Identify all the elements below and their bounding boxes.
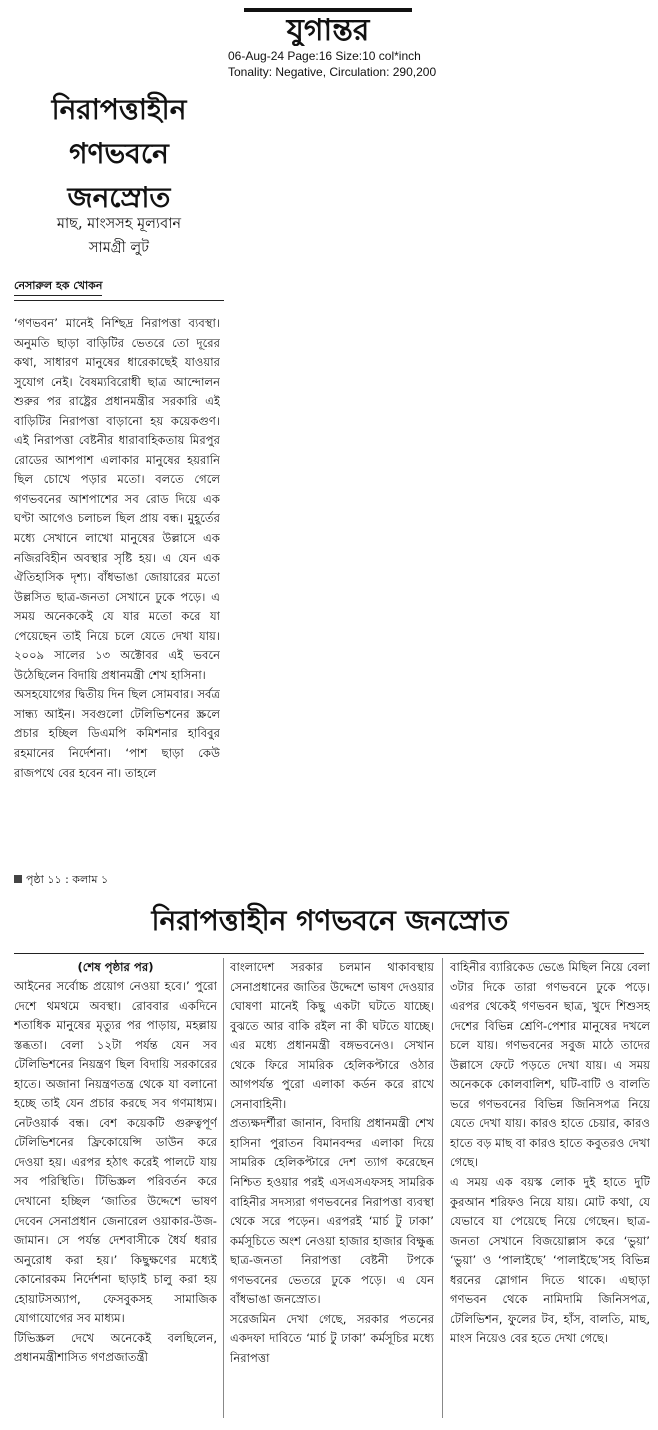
- masthead-logo-art: [240, 0, 416, 46]
- article-column-2: আইনের সর্বোচ্চ প্রয়োগ নেওয়া হবে।’ পুরো দেশে থমথমে অবস্থা। রোববার একদিনে শতাধিক মানুষের মৃত্যুর পর পাড়ায়, মহল্লায় স্তব্ধতা। বেলা ১২টা পর্যন্ত যেন সব টেলিভিশনের নিয়ন্ত্রণ ছিল বিদায়ি সরকারের হাতে। অজানা নিয়ন্ত্রণতন্ত্র থেকে যা বলানো হচ্ছে তাই যেন প্রচার করছে সব গণমাধ্যম। নেটওয়ার্ক বন্ধ। বেশ কয়েকটি গুরুত্বপূর্ণ টেলিভিশনের ফ্রিকোয়েন্সি ডাউন করে দেওয়া হয়। এরপর হঠাৎ করেই পালটে যায় সব পরিস্থিতি। টিভিস্ক্রল পরিবর্তন করে দেখানো হচ্ছিল ‘জাতির উদ্দেশে ভাষণ দেবেন সেনাপ্রধান জেনারেল ওয়াকার-উজ-জামান। সে পর্যন্ত দেশবাসীকে ধৈর্য ধরার অনুরোধ করা হয়।’ কিছুক্ষণের মধ্যেই কোনোরকম নির্দেশনা ছাড়াই চালু করা হয় হোয়াটসঅ্যাপ, ফেসবুকসহ সামাজিক যোগাযোগের সব মাধ্যম। টিভিস্ক্রল দেখে অনেকেই বলছিলেন, প্রধানমন্ত্রীশাসিত গণপ্রজাতন্ত্রী: [14, 979, 217, 1365]
- byline-divider: [14, 300, 224, 301]
- masthead-logo-text: যুগান্তর: [286, 13, 370, 46]
- subheadline: [14, 212, 224, 260]
- article-column-4: বাহিনীর ব্যারিকেড ভেঙে মিছিল নিয়ে বেলা ৩টার দিকে তারা গণভবনে ঢুকে পড়ে। এরপর থেকেই গণভবন ছাত্র, খুদে শিশুসহ দেশের বিভিন্ন শ্রেণি-পেশার মানুষের দখলে চলে যায়। গণভবনের সবুজ মাঠে তাদের উল্লাসে ফেটে পড়তে দেখা যায়। এ সময় অনেককে কোলবালিশ, ঘটি-বাটি ও বালতি ভরে গণভবনের বিভিন্ন জিনিসপত্র নিয়ে যেতে দেখা যায়। কারও হাতে চেয়ার, কারও হাতে বড় মাছ বা কারও হাতে কবুতরও দেখা গেছে। এ সময় এক বয়স্ক লোক দুই হাতে দুটি কুরআন শরিফও নিয়ে যায়। মোট কথা, যে যেভাবে যা পেয়েছে নিয়ে গেছেন। ছাত্র-জনতা সেখানে বিজয়োল্লাস করে ‘ভুয়া’ ‘ভুয়া’ ও ‘পালাইছে’ ‘পালাইছে’সহ বিভিন্ন ধরনের স্লোগান দিতে থাকে। এছাড়া গণভবন থেকে নামিদামি জিনিসপত্র, টেলিভিশন, ফুলের টব, হাঁস, বালতি, মাছ, মাংস নিয়েও বের হতে দেখা গেছে।: [450, 960, 650, 1346]
- article-column-3: বাংলাদেশ সরকার চলমান থাকাবস্থায় সেনাপ্রধানের জাতির উদ্দেশে ভাষণ দেওয়ার ঘোষণা মানেই কিছু একটা ঘটতে যাচ্ছে। বুঝতে আর বাকি রইল না কী ঘটতে যাচ্ছে। এর মধ্যে প্রধানমন্ত্রী বঙ্গভবনেও। সেখান থেকে ফিরে সামরিক হেলিকপ্টারে ওঠার আগপর্যন্ত পুরো এলাকা কর্ডন করে রাখে সেনাবাহিনী। প্রত্যক্ষদর্শীরা জানান, বিদায়ি প্রধানমন্ত্রী শেখ হাসিনা পুরাতন বিমানবন্দর এলাকা দিয়ে সামরিক হেলিকপ্টারে দেশ ত্যাগ করেছেন নিশ্চিত হওয়ার পরই এসএসএফসহ সামরিক বাহিনীর সদস্যরা গণভবনের নিরাপত্তা ব্যবস্থা থেকে সরে পড়েন। এরপরই ‘মার্চ টু ঢাকা’ কর্মসূচিতে অংশ নেওয়া হাজার হাজার বিক্ষুব্ধ ছাত্র-জনতা নিরাপত্তা বেষ্টনী টপকে গণভবনের ভেতরে ঢুকে পড়ে। এ যেন বাঁধভাঙা জনস্রোত। সরেজমিন দেখা গেছে, সরকার পতনের একদফা দাবিতে ‘মার্চ টু ঢাকা’ কর্মসূচির মধ্যে নিরাপত্তা: [230, 960, 434, 1365]
- article-column-1: ‘গণভবন’ মানেই নিশ্ছিদ্র নিরাপত্তা ব্যবস্থা। অনুমতি ছাড়া বাড়িটির ভেতরে তো দূরের কথা, সাধারণ মানুষের ধারেকাছেই যাওয়ার সুযোগ নেই। বৈষম্যবিরোধী ছাত্র আন্দোলন শুরুর পর রাষ্ট্রের প্রধানমন্ত্রীর সরকারি এই বাড়িটির নিরাপত্তা বাড়ানো হয় কয়েকগুণ। এই নিরাপত্তা বেষ্টনীর ধারাবাহিকতায় মিরপুর রোডের আশপাশ এলাকার মানুষের হয়রানি ছিল চোখে পড়ার মতো। বলতে গেলে গণভবনের আশপাশের সব রোড দিয়ে এক ঘণ্টা আগেও চলাচল ছিল প্রায় বন্ধ। মুহূর্তের মধ্যে সেখানে লাখো মানুষের উল্লাসে এক নজিরবিহীন অবস্থার সৃষ্টি হয়। এ যেন এক ঐতিহাসিক দৃশ্য। বাঁধভাঙা জোয়ারের মতো উল্লসিত ছাত্র-জনতা সেখানে ঢুকে পড়ে। এ সময় অনেককেই যে যার মতো করে যা পেয়েছেন তাই নিয়ে চলে যেতে দেখা যায়। ২০০৯ সালের ১৩ অক্টোবর এই ভবনে উঠেছিলেন বিদায়ি প্রধানমন্ত্রী শেখ হাসিনা। অসহযোগের দ্বিতীয় দিন ছিল সোমবার। সর্বত্র সান্ধ্য আইন। সবগুলো টেলিভিশনের স্ক্রলে প্রচার হচ্ছিল ডিএমপি কমিশনার হাবিবুর রহমানের নির্দেশনা। ‘পাশ ছাড়া কেউ রাজপথে বের হবেন না। তাহলে: [14, 316, 220, 780]
- headline-line1: নিরাপত্তাহীন: [51, 93, 187, 126]
- continuation-note: [14, 872, 108, 888]
- subheadline-line2: সামগ্রী লুট: [88, 240, 150, 256]
- column-divider: [223, 958, 224, 1418]
- headline-line3: জনস্রোত: [67, 181, 171, 214]
- subheadline-line1: মাছ, মাংসসহ মূল্যবান: [56, 216, 182, 232]
- byline: নেসারুল হক খোকন: [14, 278, 102, 296]
- headline-line2: গণভবনে: [69, 137, 169, 170]
- clipping-meta-line1: 06-Aug-24 Page:16 Size:10 col*inch: [228, 49, 421, 63]
- continuation-text: পৃষ্ঠা ১১ : কলাম ১: [26, 873, 109, 886]
- headline-continued: নিরাপত্তাহীন গণভবনে জনস্রোত: [151, 904, 509, 937]
- continued-from-tag: (শেষ পৃষ্ঠার পর): [77, 960, 154, 974]
- masthead-logo: [240, 0, 416, 46]
- headline: [14, 88, 224, 220]
- square-bullet-icon: [14, 875, 22, 883]
- headline-divider: [14, 953, 644, 954]
- clipping-meta-line2: Tonality: Negative, Circulation: 290,200: [228, 65, 437, 79]
- column-divider: [442, 958, 443, 1418]
